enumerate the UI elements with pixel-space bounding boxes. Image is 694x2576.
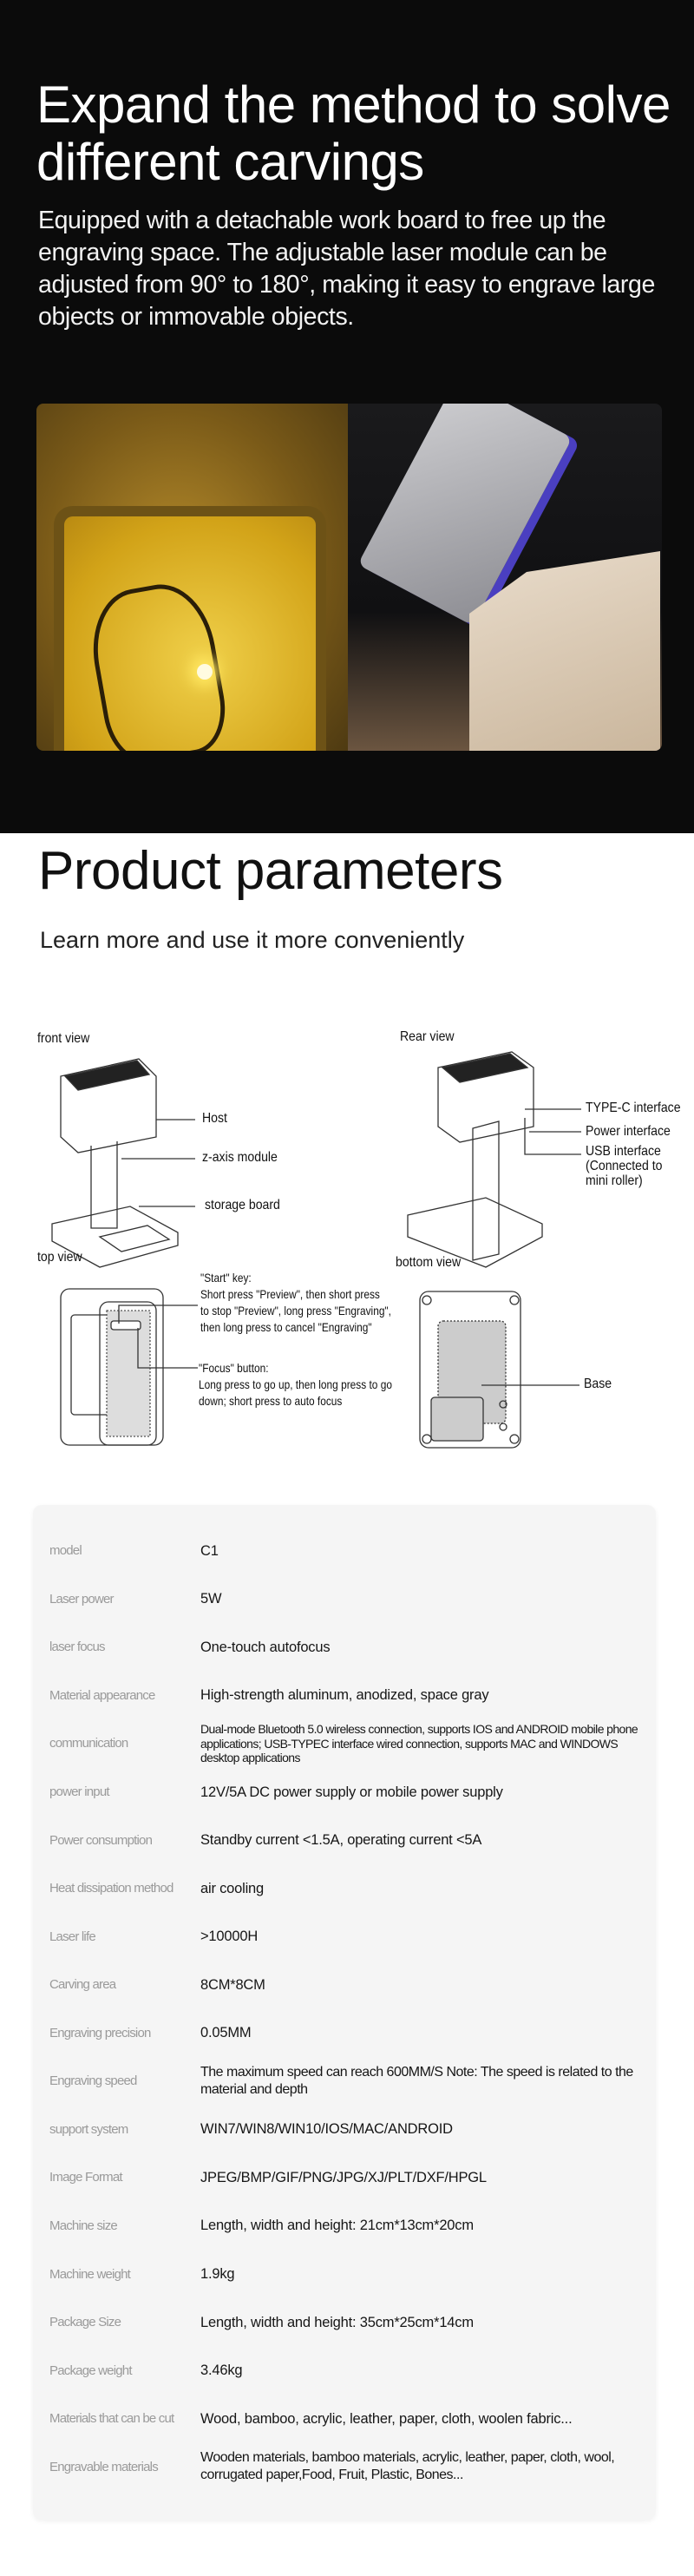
spec-label: Heat dissipation method (49, 1881, 174, 1896)
spec-value: Length, width and height: 21cm*13cm*20cm (200, 2218, 474, 2234)
spec-value: 12V/5A DC power supply or mobile power supply (200, 1784, 503, 1800)
spec-row (33, 1768, 656, 1817)
spec-value: Wooden materials, bamboo materials, acrylic, leather, paper, cloth, wool, corrugated paper,Food, Fruit, Plastic, Bones... (200, 2450, 615, 2483)
spec-row (33, 1527, 656, 1575)
spec-value: One-touch autofocus (200, 1639, 331, 1655)
front-view-label: front view (37, 1031, 90, 1046)
top-view-drawing (61, 1289, 198, 1445)
spec-row (33, 2442, 656, 2491)
spec-value: 3.46kg (200, 2362, 243, 2379)
spec-value: 1.9kg (200, 2266, 235, 2283)
engraving-photo (36, 404, 348, 751)
top-view-label: top view (37, 1250, 82, 1265)
host-label: Host (202, 1111, 227, 1126)
product-photo (36, 404, 662, 751)
spec-value: 5W (200, 1591, 222, 1607)
hero-section (0, 0, 694, 833)
spec-label: Machine weight (49, 2266, 131, 2282)
spec-row (33, 1672, 656, 1720)
spec-row (33, 1912, 656, 1961)
bottom-view-label: bottom view (396, 1255, 462, 1270)
spec-label: Material appearance (49, 1687, 155, 1703)
spec-row (33, 2009, 656, 2058)
spec-value: The maximum speed can reach 600MM/S Note: The speed is related to the material and depth (200, 2064, 633, 2097)
spec-label: Laser power (49, 1591, 114, 1607)
spec-row (33, 2202, 656, 2251)
spec-table (33, 1505, 656, 2520)
spec-row (33, 1816, 656, 1864)
start-key-description: "Start" key: Short press "Preview", then short press to stop "Preview", long press "Engraving", then long press to cancel "Engraving" (200, 1271, 391, 1334)
spec-label: Image Format (49, 2170, 122, 2185)
spec-row (33, 2298, 656, 2347)
spec-label: Materials that can be cut (49, 2411, 174, 2427)
spec-label: communication (49, 1736, 128, 1751)
spec-label: Machine size (49, 2218, 117, 2233)
spec-row (33, 2346, 656, 2395)
rear-view-drawing (408, 1052, 581, 1267)
spec-value: JPEG/BMP/GIF/PNG/JPG/XJ/PLT/DXF/HPGL (200, 2169, 487, 2185)
spec-value: Length, width and height: 35cm*25cm*14cm (200, 2314, 474, 2330)
spec-label: Laser life (49, 1929, 95, 1944)
z-axis-label: z-axis module (202, 1150, 278, 1165)
spec-row (33, 2057, 656, 2106)
base-label: Base (584, 1377, 612, 1391)
spec-row (33, 2250, 656, 2298)
spec-label: Carving area (49, 1977, 116, 1993)
spec-value: C1 (200, 1542, 219, 1559)
type-c-label: TYPE-C interface (586, 1101, 681, 1115)
spec-row (33, 2153, 656, 2202)
spec-label: Package weight (49, 2362, 132, 2378)
laser-dot (197, 664, 213, 680)
spec-row (33, 1961, 656, 2009)
spec-value: 8CM*8CM (200, 1976, 265, 1993)
spec-label: Engravable materials (49, 2459, 158, 2474)
front-view-drawing (52, 1059, 195, 1267)
spec-row (33, 1575, 656, 1624)
usb-interface-label: USB interface (Connected to mini roller) (586, 1144, 663, 1188)
spec-label: model (49, 1543, 82, 1559)
spec-value: Dual-mode Bluetooth 5.0 wireless connection, supports IOS and ANDROID mobile phone applications; USB-TYPEC interface wired connection, supports MAC and WINDOWS desktop applications (200, 1722, 638, 1765)
spec-label: Engraving speed (49, 2073, 137, 2089)
spec-label: laser focus (49, 1640, 105, 1655)
spec-value: 0.05MM (200, 2025, 252, 2041)
spec-value: >10000H (200, 1929, 259, 1945)
hero-description: Equipped with a detachable work board to free up the engraving space. The adjustable laser module can be adjusted from 90° to 180°, making it easy to engrave large objects or immovable objects. (38, 207, 655, 331)
spec-value: Wood, bamboo, acrylic, leather, paper, cloth, woolen fabric... (200, 2410, 573, 2427)
spec-value: High-strength aluminum, anodized, space gray (200, 1687, 489, 1704)
spec-row (33, 1719, 656, 1768)
power-interface-label: Power interface (586, 1124, 671, 1139)
laser-on-box-photo (348, 404, 662, 751)
spec-label: Power consumption (49, 1832, 153, 1848)
cardboard-box-image (469, 551, 660, 751)
spec-row (33, 2106, 656, 2154)
rear-view-label: Rear view (400, 1029, 455, 1044)
focus-button-description: "Focus" button: Long press to go up, then long press to go down; short press to auto focus (199, 1361, 392, 1408)
spec-row (33, 1864, 656, 1913)
spec-label: support system (49, 2121, 128, 2137)
section-title: Product parameters (38, 841, 503, 901)
section-subtitle: Learn more and use it more conveniently (40, 927, 465, 953)
spec-label: power input (49, 1784, 109, 1800)
hero-title: Expand the method to solve different carvings (36, 76, 671, 191)
spec-row (33, 1623, 656, 1672)
spec-value: air cooling (200, 1880, 265, 1896)
spec-label: Package Size (49, 2315, 121, 2330)
spec-label: Engraving precision (49, 2025, 151, 2040)
spec-row (33, 2395, 656, 2443)
spec-value: Standby current <1.5A, operating current <5A (200, 1832, 482, 1849)
storage-board-label: storage board (205, 1198, 280, 1212)
bottom-view-drawing (420, 1291, 579, 1448)
spec-value: WIN7/WIN8/WIN10/IOS/MAC/ANDROID (200, 2121, 453, 2138)
